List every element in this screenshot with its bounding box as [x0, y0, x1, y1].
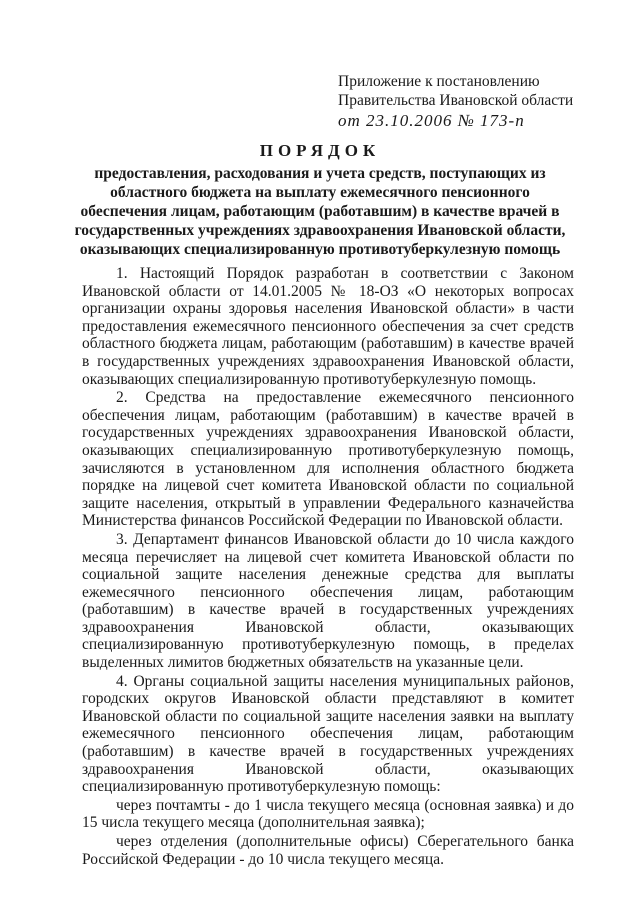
appendix-line-2: Правительства Ивановской области	[338, 92, 574, 109]
paragraph-4: 4. Органы социальной защиты населения муниципальных районов, городских округов Ивановской области представляют в комитет Ивановской области по социальной защите населения заявки на выплату ежемесячного пенсионного обеспечения лицам, работающим (работавшим) в качестве врачей в государственных учреждениях здравоохранения Ивановской области, оказывающих специализированную противотуберкулезную помощь:	[82, 672, 574, 796]
document-title: ПОРЯДОК	[259, 141, 381, 160]
paragraph-4-post: через почтамты - до 1 числа текущего месяца (основная заявка) и до 15 числа текущего месяца (дополнительная заявка);	[82, 796, 574, 832]
paragraph-4-bank: через отделения (дополнительные офисы) Сберегательного банка Российской Федерации - до 10 числа текущего месяца.	[82, 833, 574, 868]
paragraph-2: 2. Средства на предоставление ежемесячного пенсионного обеспечения лицам, работающим (работавшим) в качестве врачей в государственных учреждениях здравоохранения Ивановской области, оказывающих специализированную противотуберкулезную помощь, зачисляются в установленном для исполнения областного бюджета порядке на лицевой счет комитета Ивановской области по социальной защите населения, открытый в управлении Федерального казначейства Министерства финансов Российской Федерации по Ивановской области.	[82, 389, 574, 530]
paragraph-1: 1. Настоящий Порядок разработан в соответствии с Законом Ивановской области от 14.01.2005 № 18-ОЗ «О некоторых вопросах организации охраны здоровья населения Ивановской области» в части предоставления ежемесячного пенсионного обеспечения за счет средств областного бюджета лицам, работающим (работавшим) в качестве врачей в государственных учреждениях здравоохранения Ивановской области, оказывающих специализированную противотуберкулезную помощь.	[82, 265, 574, 388]
handwritten-date: от 23.10.2006 № 173-п	[338, 111, 525, 130]
paragraph-3: 3. Департамент финансов Ивановской области до 10 числа каждого месяца перечисляет на лицевой счет комитета Ивановской области по социальной защите населения денежные средства для выплаты ежемесячного пенсионного обеспечения лицам, работающим (работавшим) в качестве врачей в государственных учреждениях здравоохранения Ивановской области, оказывающих специализированную противотуберкулезную помощь, в пределах выделенных лимитов бюджетных обязательств на указанные цели.	[82, 530, 574, 672]
document-body	[82, 265, 574, 868]
document-subtitle: предоставления, расходования и учета средств, поступающих из областного бюджета на выплату ежемесячного пенсионного обеспечения лицам, работающим (работавшим) в качестве врачей в государственных учреждениях здравоохранения Ивановской области, оказывающих специализированную противотуберкулезную помощь	[74, 165, 566, 258]
appendix-header	[338, 72, 598, 130]
appendix-line-1: Приложение к постановлению	[338, 73, 540, 90]
